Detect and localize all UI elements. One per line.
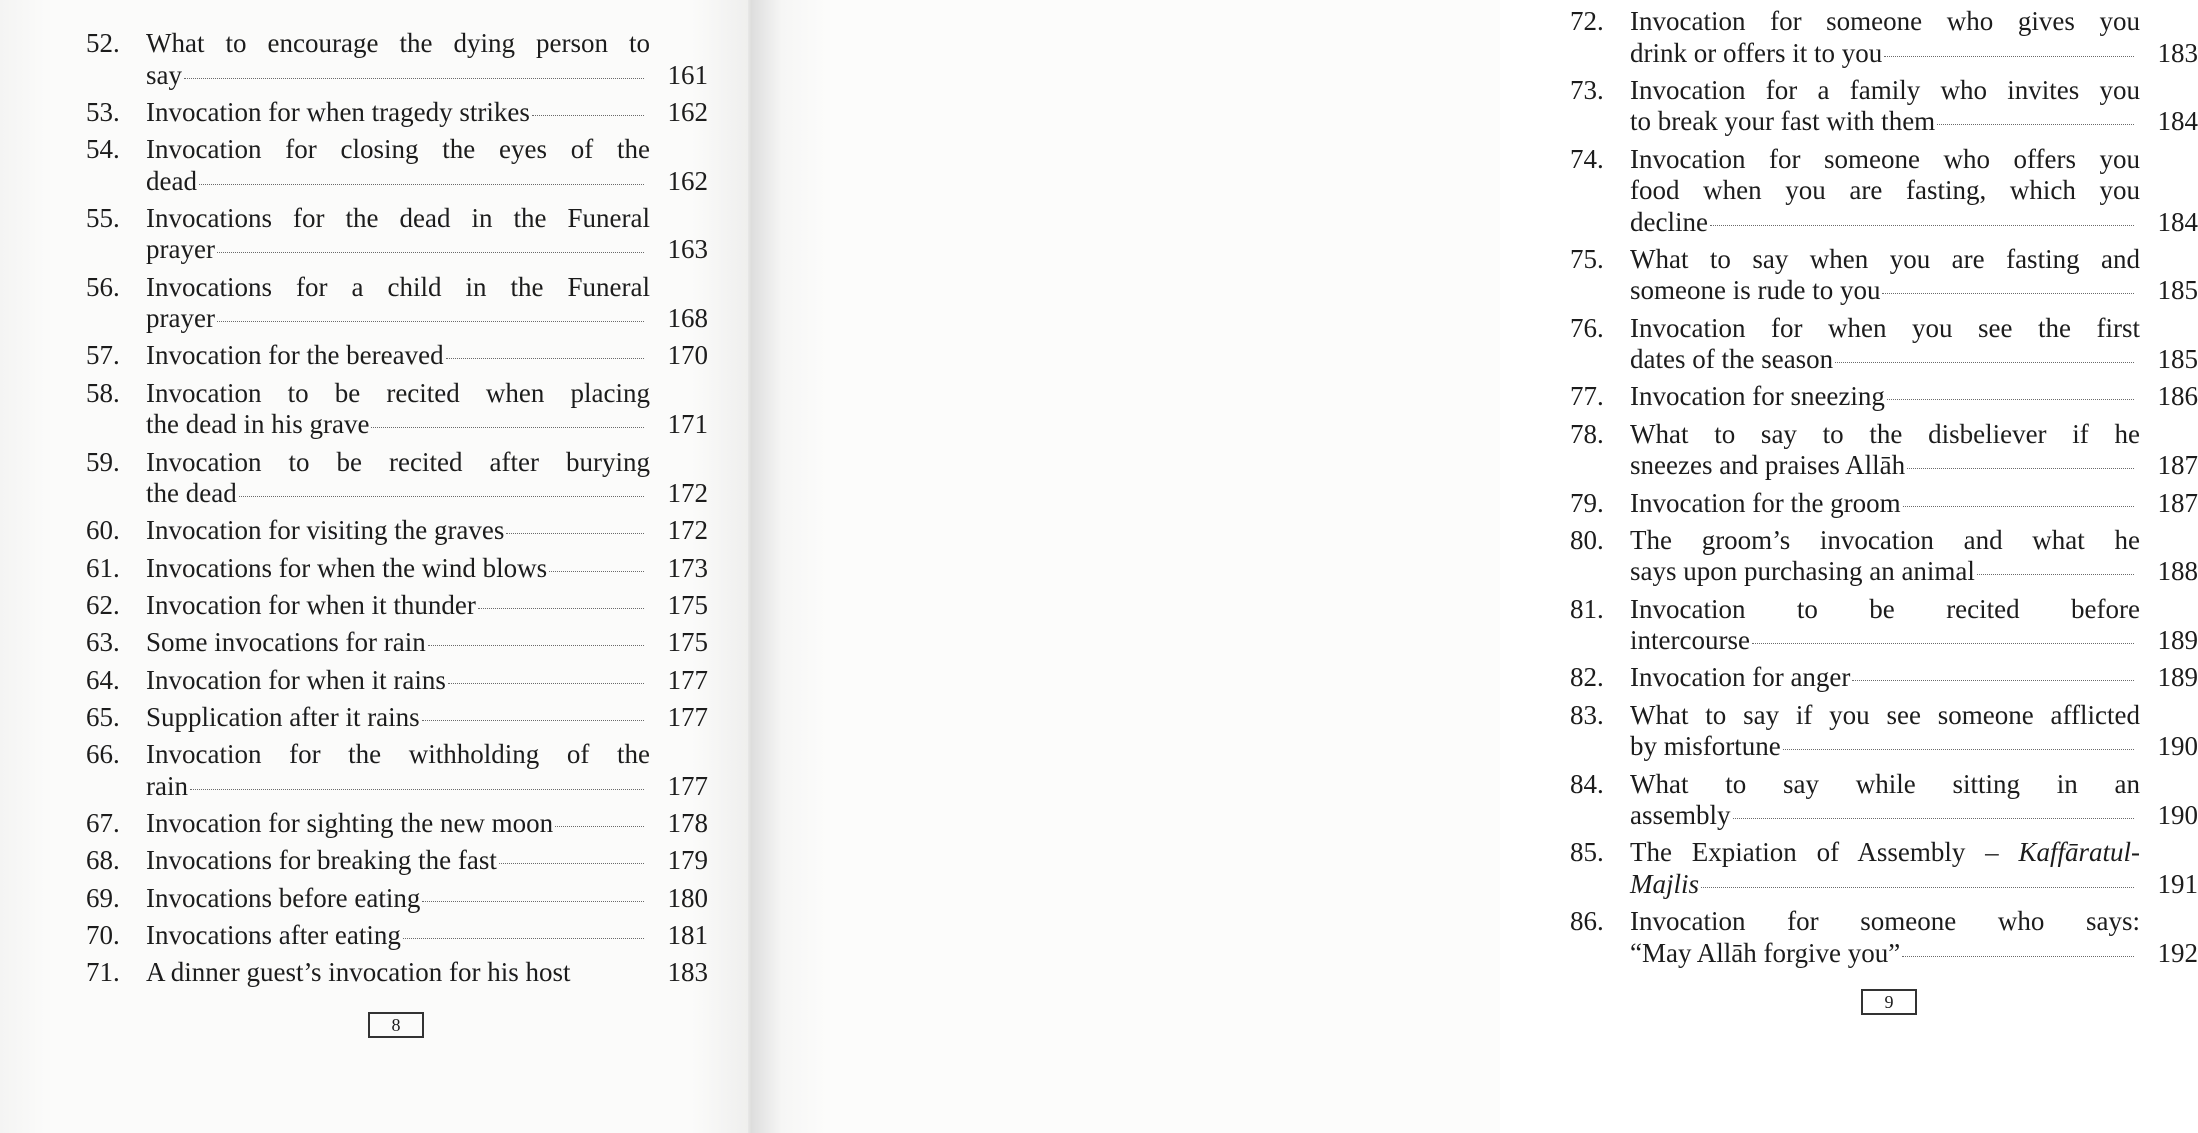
toc-entry: [1570, 769, 2198, 832]
toc-entry: [86, 134, 708, 197]
entry-title-last-line: says upon purchasing an animal: [1630, 556, 1975, 587]
entry-title-line: What to say when you are fasting and: [1630, 243, 2140, 274]
entry-page-number: 192: [2157, 937, 2198, 968]
entry-title-last-line: Invocation for the groom: [1630, 487, 1901, 518]
entry-page-number: 175: [667, 627, 708, 658]
left-toc-list: [86, 28, 708, 994]
dot-leader: [1887, 399, 2134, 400]
dot-leader: [499, 863, 644, 864]
entry-number: 60.: [86, 515, 120, 546]
toc-entry: [86, 378, 708, 441]
entry-title: [146, 447, 650, 510]
entry-number: 84.: [1570, 768, 1604, 799]
toc-entry: [1570, 525, 2198, 588]
entry-page-number: 172: [667, 478, 708, 509]
entry-title: [1630, 906, 2140, 969]
dot-leader: [1733, 818, 2135, 819]
entry-title: [1630, 419, 2140, 482]
entry-title-line: Invocation for the withholding of the: [146, 739, 650, 770]
entry-number: 74.: [1570, 143, 1604, 174]
entry-title-last-line: Invocations for breaking the fast: [146, 845, 497, 876]
entry-page-number: 189: [2157, 662, 2198, 693]
entry-page-number: 177: [667, 701, 708, 732]
entry-number: 57.: [86, 340, 120, 371]
entry-number: 69.: [86, 882, 120, 913]
toc-entry: [86, 739, 708, 802]
entry-page-number: 190: [2157, 800, 2198, 831]
dot-leader: [506, 533, 644, 534]
toc-entry: [1570, 488, 2198, 520]
entry-title-line: Invocation for someone who says:: [1630, 906, 2140, 937]
entry-title-last-line: the dead: [146, 478, 237, 509]
entry-title-line: Invocation for when you see the first: [1630, 312, 2140, 343]
entry-title: [146, 920, 650, 952]
entry-title-last-line: “May Allāh forgive you”: [1630, 937, 1901, 968]
entry-page-number: 177: [667, 770, 708, 801]
entry-title-last-line: Invocations for when the wind blows: [146, 552, 548, 583]
entry-title: [1630, 488, 2140, 520]
entry-title-last-line: by misfortune: [1630, 731, 1781, 762]
entry-title: [146, 627, 650, 659]
entry-title-last-line: Invocation for visiting the graves: [146, 515, 505, 546]
entry-title-line: Invocation for someone who offers you: [1630, 143, 2140, 174]
entry-title: [1630, 662, 2140, 694]
entry-title-last-line: prayer: [146, 303, 215, 334]
entry-number: 86.: [1570, 906, 1604, 937]
toc-entry: [86, 203, 708, 266]
entry-title: [146, 378, 650, 441]
entry-title-last-line: Invocation for anger: [1630, 662, 1851, 693]
entry-title: [146, 845, 650, 877]
entry-number: 63.: [86, 627, 120, 658]
dot-leader: [1783, 749, 2134, 750]
entry-page-number: 162: [667, 165, 708, 196]
entry-title: [146, 957, 650, 989]
entry-title-last-line: Invocations before eating: [146, 882, 421, 913]
entry-number: 83.: [1570, 699, 1604, 730]
entry-number: 52.: [86, 28, 120, 58]
entry-title: [1630, 75, 2140, 138]
entry-number: 80.: [1570, 524, 1604, 555]
entry-page-number: 188: [2157, 556, 2198, 587]
entry-title: [146, 702, 650, 734]
dot-leader: [478, 608, 644, 609]
entry-number: 59.: [86, 446, 120, 477]
entry-title: [1630, 769, 2140, 832]
dot-leader: [184, 78, 644, 79]
entry-title: [146, 665, 650, 697]
dot-leader: [190, 789, 644, 790]
entry-title-last-line: rain: [146, 770, 188, 801]
entry-number: 58.: [86, 377, 120, 408]
toc-entry: [1570, 75, 2198, 138]
toc-entry: [86, 957, 708, 989]
toc-entry: [86, 28, 708, 91]
entry-number: 76.: [1570, 312, 1604, 343]
entry-number: 64.: [86, 664, 120, 695]
entry-title: [1630, 244, 2140, 307]
entry-page-number: 186: [2157, 381, 2198, 412]
entry-title: [146, 203, 650, 266]
toc-entry: [86, 515, 708, 547]
dot-leader: [199, 184, 644, 185]
toc-entry: [1570, 6, 2198, 69]
entry-page-number: 184: [2157, 206, 2198, 237]
entry-title-last-line: Majlis: [1630, 868, 1700, 899]
dot-leader: [446, 358, 644, 359]
entry-page-number: 161: [667, 59, 708, 90]
entry-page-number: 175: [667, 589, 708, 620]
toc-entry: [86, 447, 708, 510]
toc-entry: [86, 702, 708, 734]
entry-title-last-line: Invocation for when it thunder: [146, 589, 476, 620]
entry-title-line: The groom’s invocation and what he: [1630, 524, 2140, 555]
dot-leader: [1977, 574, 2134, 575]
entry-number: 78.: [1570, 418, 1604, 449]
entry-title-last-line: drink or offers it to you: [1630, 37, 1883, 68]
entry-number: 71.: [86, 957, 120, 988]
entry-page-number: 170: [667, 340, 708, 371]
entry-title-line: Invocation to be recited when placing: [146, 377, 650, 408]
dot-leader: [549, 571, 644, 572]
left-page: [0, 0, 752, 1133]
entry-title-line: Invocation for closing the eyes of the: [146, 134, 650, 165]
dot-leader: [1710, 225, 2134, 226]
entry-number: 81.: [1570, 593, 1604, 624]
entry-title-line: Invocation to be recited before: [1630, 593, 2140, 624]
right-page: [752, 0, 2198, 1133]
entry-page-number: 179: [667, 845, 708, 876]
entry-title-last-line: dead: [146, 165, 197, 196]
entry-number: 73.: [1570, 74, 1604, 105]
toc-entry: [1570, 381, 2198, 413]
toc-entry: [1570, 837, 2198, 900]
entry-title-line: Invocations for a child in the Funeral: [146, 271, 650, 302]
toc-entry: [86, 272, 708, 335]
dot-leader: [1882, 293, 2134, 294]
entry-title: [1630, 381, 2140, 413]
entry-page-number: 181: [667, 919, 708, 950]
entry-number: 53.: [86, 96, 120, 127]
entry-title-last-line: the dead in his grave: [146, 409, 370, 440]
entry-title: [146, 97, 650, 129]
entry-number: 56.: [86, 271, 120, 302]
right-toc-list: [1570, 6, 2198, 975]
dot-leader: [1852, 680, 2134, 681]
entry-title: [146, 515, 650, 547]
entry-number: 66.: [86, 739, 120, 770]
entry-title-line: What to say if you see someone afflicted: [1630, 699, 2140, 730]
entry-title: [146, 808, 650, 840]
entry-title: [1630, 594, 2140, 657]
entry-title-last-line: dates of the season: [1630, 344, 1834, 375]
entry-title-last-line: Invocation for sighting the new moon: [146, 807, 554, 838]
entry-title-line: The Expiation of Assembly – Kaffāratul-: [1630, 837, 2140, 868]
page-number-box: 8: [368, 1012, 424, 1038]
entry-page-number: 162: [667, 96, 708, 127]
entry-title: [1630, 525, 2140, 588]
entry-page-number: 172: [667, 515, 708, 546]
entry-number: 72.: [1570, 6, 1604, 36]
toc-entry: [1570, 419, 2198, 482]
entry-title: [146, 272, 650, 335]
toc-entry: [1570, 244, 2198, 307]
dot-leader: [371, 427, 644, 428]
entry-title-last-line: Some invocations for rain: [146, 627, 426, 658]
entry-title-last-line: A dinner guest’s invocation for his host: [146, 957, 571, 988]
entry-title-line: Invocation to be recited after burying: [146, 446, 650, 477]
entry-page-number: 189: [2157, 625, 2198, 656]
entry-page-number: 190: [2157, 731, 2198, 762]
entry-title: [146, 134, 650, 197]
entry-number: 85.: [1570, 837, 1604, 868]
entry-title: [146, 553, 650, 585]
entry-page-number: 191: [2157, 868, 2198, 899]
toc-entry: [1570, 906, 2198, 969]
toc-entry: [86, 845, 708, 877]
entry-title-last-line: Supplication after it rains: [146, 701, 420, 732]
entry-title-last-line: prayer: [146, 234, 215, 265]
entry-page-number: 184: [2157, 106, 2198, 137]
toc-entry: [86, 553, 708, 585]
entry-title: [1630, 700, 2140, 763]
dot-leader: [239, 496, 644, 497]
entry-title-last-line: Invocation for the bereaved: [146, 340, 444, 371]
toc-entry: [86, 97, 708, 129]
entry-title: [146, 340, 650, 372]
entry-title-last-line: Invocations after eating: [146, 919, 401, 950]
entry-page-number: 185: [2157, 344, 2198, 375]
dot-leader: [448, 683, 644, 684]
entry-title-line: What to encourage the dying person to: [146, 28, 650, 58]
entry-number: 68.: [86, 845, 120, 876]
entry-title: [1630, 837, 2140, 900]
entry-title: [1630, 313, 2140, 376]
entry-page-number: 187: [2157, 487, 2198, 518]
entry-page-number: 183: [2157, 37, 2198, 68]
entry-page-number: 171: [667, 409, 708, 440]
entry-title-last-line: decline: [1630, 206, 1708, 237]
entry-number: 65.: [86, 701, 120, 732]
entry-number: 77.: [1570, 381, 1604, 412]
dot-leader: [428, 645, 644, 646]
entry-page-number: 178: [667, 807, 708, 838]
entry-title: [146, 739, 650, 802]
dot-leader: [217, 252, 644, 253]
toc-entry: [1570, 594, 2198, 657]
entry-title-last-line: intercourse: [1630, 625, 1750, 656]
entry-title-line: What to say while sitting in an: [1630, 768, 2140, 799]
dot-leader: [422, 901, 644, 902]
dot-leader: [1835, 362, 2134, 363]
toc-entry: [86, 883, 708, 915]
entry-number: 70.: [86, 919, 120, 950]
dot-leader: [1884, 56, 2134, 57]
dot-leader: [1752, 643, 2134, 644]
toc-entry: [86, 340, 708, 372]
entry-title-line: Invocation for a family who invites you: [1630, 74, 2140, 105]
entry-title-last-line: Invocation for when tragedy strikes: [146, 96, 530, 127]
toc-entry: [86, 627, 708, 659]
toc-entry: [86, 665, 708, 697]
entry-title-line: Invocation for someone who gives you: [1630, 6, 2140, 36]
entry-title-last-line: assembly: [1630, 800, 1731, 831]
toc-entry: [1570, 700, 2198, 763]
entry-number: 75.: [1570, 243, 1604, 274]
entry-title: [146, 590, 650, 622]
toc-entry: [1570, 144, 2198, 239]
entry-page-number: 163: [667, 234, 708, 265]
entry-title-last-line: Invocation for sneezing: [1630, 381, 1885, 412]
toc-entry: [86, 920, 708, 952]
entry-number: 82.: [1570, 662, 1604, 693]
dot-leader: [422, 720, 644, 721]
entry-title: [1630, 6, 2140, 69]
entry-title: [146, 883, 650, 915]
dot-leader: [555, 826, 644, 827]
entry-title-line: What to say to the disbeliever if he: [1630, 418, 2140, 449]
toc-entry: [86, 590, 708, 622]
toc-entry: [1570, 313, 2198, 376]
entry-number: 54.: [86, 134, 120, 165]
dot-leader: [1903, 506, 2134, 507]
entry-title: [146, 28, 650, 91]
dot-leader: [1701, 887, 2134, 888]
entry-title: [1630, 144, 2140, 239]
entry-title-line: food when you are fasting, which you: [1630, 175, 2140, 206]
dot-leader: [1902, 956, 2134, 957]
entry-number: 61.: [86, 552, 120, 583]
entry-page-number: 168: [667, 303, 708, 334]
toc-entry: [1570, 662, 2198, 694]
entry-title-last-line: to break your fast with them: [1630, 106, 1936, 137]
entry-title-last-line: say: [146, 59, 182, 90]
entry-number: 79.: [1570, 487, 1604, 518]
entry-number: 55.: [86, 202, 120, 233]
entry-page-number: 173: [667, 552, 708, 583]
entry-title-last-line: sneezes and praises Allāh: [1630, 450, 1906, 481]
dot-leader: [532, 115, 644, 116]
dot-leader: [403, 938, 644, 939]
toc-entry: [86, 808, 708, 840]
entry-title-last-line: someone is rude to you: [1630, 275, 1881, 306]
dot-leader: [217, 321, 644, 322]
entry-page-number: 183: [667, 957, 708, 988]
dot-leader: [1937, 124, 2134, 125]
entry-title-last-line: Invocation for when it rains: [146, 664, 446, 695]
entry-number: 62.: [86, 589, 120, 620]
entry-page-number: 177: [667, 664, 708, 695]
dot-leader: [1907, 468, 2134, 469]
entry-title-line: Invocations for the dead in the Funeral: [146, 202, 650, 233]
entry-page-number: 180: [667, 882, 708, 913]
entry-page-number: 185: [2157, 275, 2198, 306]
page-number-box: 9: [1861, 989, 1917, 1015]
entry-page-number: 187: [2157, 450, 2198, 481]
entry-number: 67.: [86, 807, 120, 838]
